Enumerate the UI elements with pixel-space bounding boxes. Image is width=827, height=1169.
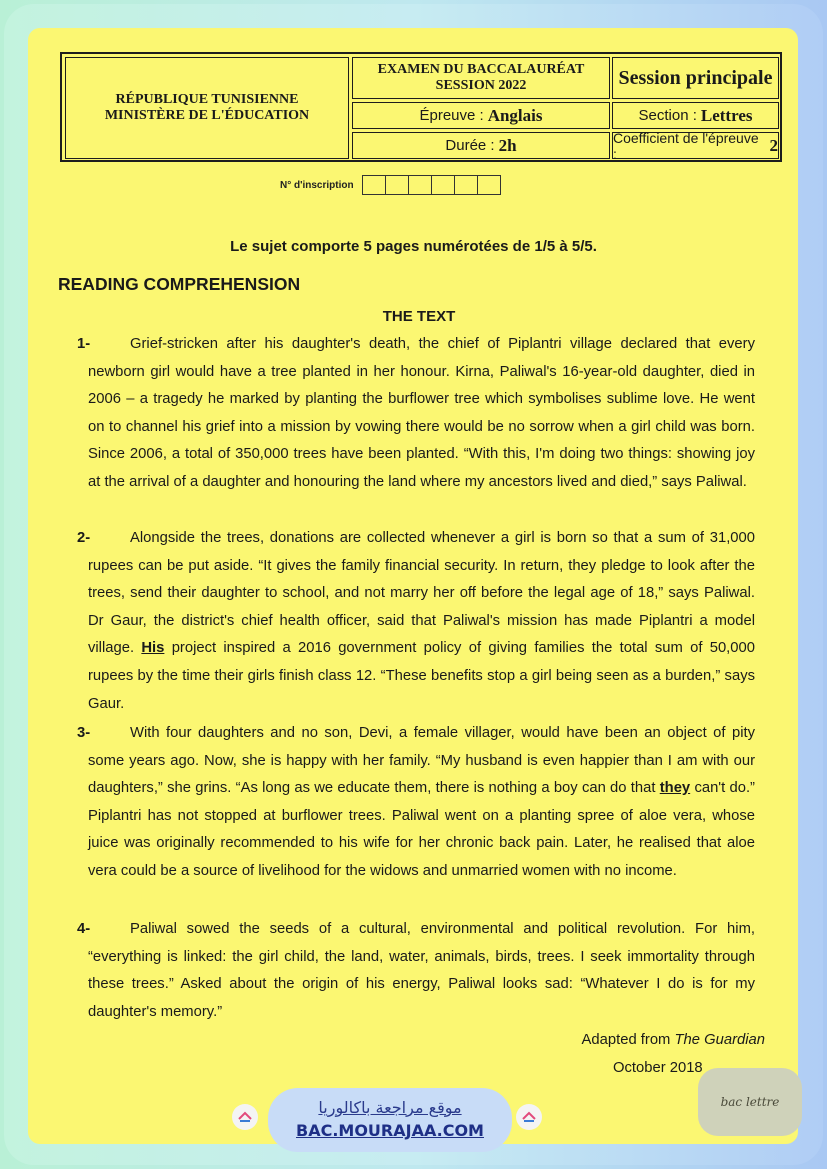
watermark-arabic[interactable]: موقع مراجعة باكالوريا bbox=[318, 1098, 462, 1117]
section-title: READING COMPREHENSION bbox=[58, 274, 301, 294]
source-date: October 2018 bbox=[613, 1060, 703, 1076]
header-section-cell bbox=[612, 102, 779, 129]
watermark-banner[interactable] bbox=[268, 1088, 512, 1152]
exam-header-table bbox=[60, 52, 782, 162]
paragraph-number: 1- bbox=[77, 336, 91, 352]
country-label: RÉPUBLIQUE TUNISIENNE bbox=[115, 92, 299, 107]
session-year-label: SESSION 2022 bbox=[435, 78, 527, 93]
inscription-boxes[interactable] bbox=[362, 175, 501, 195]
inscription-box[interactable] bbox=[363, 176, 386, 194]
paragraph-3 bbox=[77, 720, 755, 886]
exam-label: EXAMEN DU BACCALAURÉAT bbox=[377, 62, 585, 77]
header-duree-cell bbox=[352, 132, 610, 159]
inscription-box[interactable] bbox=[409, 176, 432, 194]
bac-lettre-badge bbox=[698, 1068, 802, 1136]
source-name: The Guardian bbox=[674, 1032, 765, 1048]
inscription-row bbox=[280, 175, 501, 195]
section-label: Section : bbox=[638, 107, 697, 124]
paragraph-text-a: Alongside the trees, donations are collected whenever a girl is born so that a sum of 31,000 rupees can be put aside. “It gives the family financial security. In return, they pledge to look after the trees, send their daughter to school, and not marry her off before the legal age of 18,” says Paliwal. Dr Gaur, the district's chief health officer, said that Paliwal's mission has made Piplantri a model village. bbox=[88, 530, 755, 657]
header-institution-cell bbox=[65, 57, 349, 159]
paragraph-2 bbox=[77, 525, 755, 718]
duree-label: Durée : bbox=[445, 137, 495, 154]
session-type-label: Session principale bbox=[618, 66, 773, 89]
watermark-logo-icon bbox=[516, 1104, 542, 1130]
inscription-box[interactable] bbox=[432, 176, 455, 194]
inscription-box[interactable] bbox=[386, 176, 409, 194]
ministry-label: MINISTÈRE DE L'ÉDUCATION bbox=[104, 108, 310, 123]
inscription-label: N° d'inscription bbox=[280, 179, 354, 191]
text-title: THE TEXT bbox=[382, 308, 456, 325]
pages-note: Le sujet comporte 5 pages numérotées de 1/5 à 5/5. bbox=[230, 238, 597, 255]
paragraph-text bbox=[88, 720, 755, 886]
inscription-box[interactable] bbox=[478, 176, 500, 194]
coef-value: 2 bbox=[769, 135, 778, 155]
badge-label: bac lettre bbox=[720, 1095, 780, 1109]
paragraph-text-b: project inspired a 2016 government policy of giving families the total sum of 50,000 rupees by the time their girls finish class 12. “These benefits stop a girl being seen as a burden,” says Gaur. bbox=[88, 640, 755, 712]
epreuve-label: Épreuve : bbox=[419, 107, 484, 124]
watermark-site-link[interactable]: BAC.MOURAJAA.COM bbox=[296, 1121, 484, 1140]
paragraph-number: 2- bbox=[77, 530, 91, 546]
header-coef-cell bbox=[612, 129, 779, 162]
coef-label: Coefficient de l'épreuve : bbox=[613, 129, 759, 162]
paragraph-text-b: can't do.” Piplantri has not stopped at burflower trees. Paliwal went on a planting spree of aloe vera, whose juice was originally recommended to his wife for her chronic back pain. Later, he realised that aloe vera could be a source of livelihood for the widows and unmarried women with no income. bbox=[88, 780, 755, 879]
watermark-logo-icon bbox=[232, 1104, 258, 1130]
header-exam-cell bbox=[352, 57, 610, 99]
paragraph-number: 4- bbox=[77, 921, 91, 937]
header-epreuve-cell bbox=[352, 102, 610, 129]
paragraph-1 bbox=[77, 331, 755, 497]
source-prefix: Adapted from bbox=[581, 1032, 671, 1048]
paragraph-text-a: With four daughters and no son, Devi, a female villager, would have been an object of pity some years ago. Now, she is happy with her family. “My husband is even happier than I am with our daughters,” she grins. “As long as we educate them, there is nothing a boy can do that bbox=[88, 725, 755, 797]
source-citation bbox=[582, 1032, 765, 1048]
section-value: Lettres bbox=[700, 105, 753, 125]
paragraph-text: Grief-stricken after his daughter's death, the chief of Piplantri village declared that every newborn girl would have a tree planted in her honour. Kirna, Paliwal's 16-year-old daughter, died in 2006 – a tragedy he marked by planting the burflower tree which symbolises sublime love. He went on to channel his grief into a mission by vowing there would be no sorrow when a girl child was born. Since 2006, a total of 350,000 trees have been planted. “With this, I'm doing two things: showing joy at the arrival of a daughter and honouring the land where my ancestors lived and died,” says Paliwal. bbox=[88, 336, 755, 490]
paragraph-text: Paliwal sowed the seeds of a cultural, environmental and political revolution. For him, “everything is linked: the girl child, the land, water, animals, birds, trees. I seek immortality through these trees.” Asked about the origin of his energy, Paliwal looks sad: “Whatever I do is for my daughter's memory.” bbox=[88, 921, 755, 1020]
underlined-word-his: His bbox=[141, 640, 165, 657]
underlined-word-they: they bbox=[659, 780, 691, 797]
paragraph-4 bbox=[77, 916, 755, 1026]
epreuve-value: Anglais bbox=[487, 105, 543, 125]
paragraph-text bbox=[88, 525, 755, 718]
duree-value: 2h bbox=[498, 135, 517, 155]
paragraph-number: 3- bbox=[77, 725, 91, 741]
header-session-cell bbox=[612, 57, 779, 99]
inscription-box[interactable] bbox=[455, 176, 478, 194]
